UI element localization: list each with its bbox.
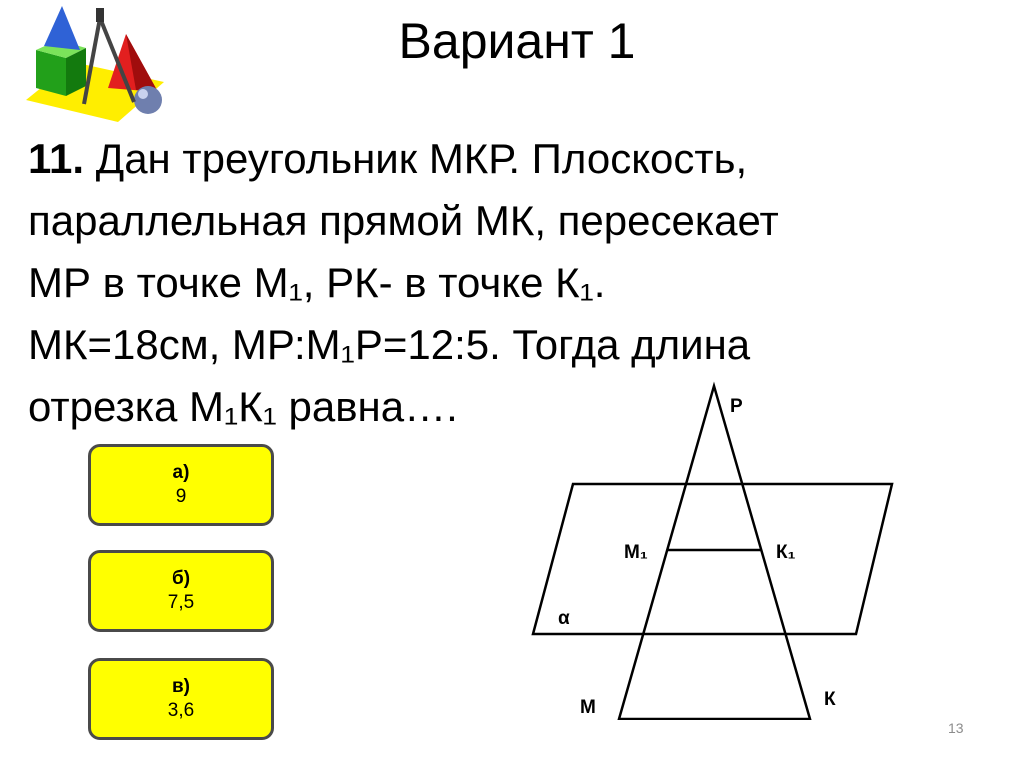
- answer-value: 7,5: [167, 592, 195, 613]
- logo-sphere-highlight: [138, 89, 148, 99]
- slide-title: Вариант 1: [398, 13, 636, 69]
- answer-button-a[interactable]: [88, 444, 274, 526]
- problem-line-2: параллельная прямой МК, пересекает: [28, 197, 779, 244]
- label-k: К: [824, 689, 836, 710]
- answer-button-c[interactable]: [88, 658, 274, 740]
- problem-line-3: МР в точке М₁, РК- в точке К₁.: [28, 259, 606, 306]
- label-m: М: [580, 697, 596, 718]
- label-m1: М₁: [624, 542, 648, 563]
- geometry-figure: [520, 380, 920, 720]
- answer-letter: б): [171, 568, 191, 589]
- answer-value: 3,6: [167, 700, 195, 721]
- label-k1: К₁: [776, 542, 796, 563]
- problem-line-4: МК=18см, МР:М₁Р=12:5. Тогда длина: [28, 321, 751, 368]
- answer-letter: а): [172, 462, 190, 483]
- problem-line-5: отрезка М₁К₁ равна….: [28, 383, 458, 430]
- plane-alpha: [533, 484, 892, 634]
- problem-line-1: Дан треугольник МКР. Плоскость,: [84, 135, 748, 182]
- page-number: 13: [948, 720, 964, 736]
- label-alpha: α: [558, 608, 570, 629]
- answer-button-b[interactable]: [88, 550, 274, 632]
- problem-number: 11.: [28, 135, 85, 182]
- answer-value: 9: [175, 486, 187, 507]
- answer-letter: в): [171, 676, 190, 697]
- problem-line: [28, 128, 988, 190]
- label-p: Р: [730, 396, 743, 417]
- logo-sphere: [134, 86, 162, 114]
